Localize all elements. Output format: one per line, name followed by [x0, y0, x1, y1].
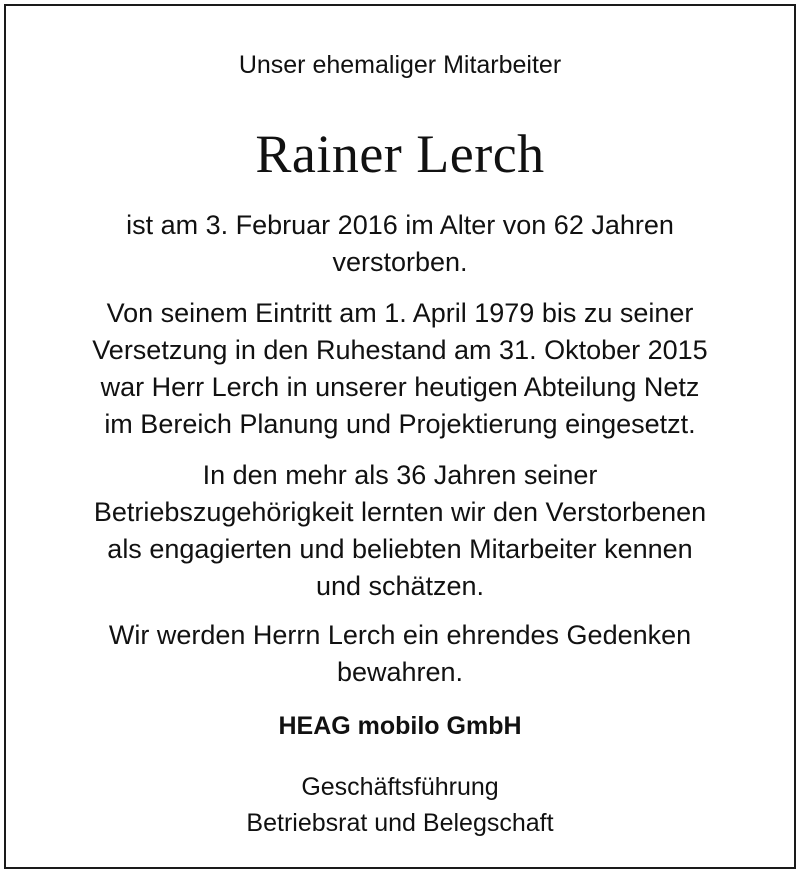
paragraph-line: und schätzen.: [315, 571, 485, 601]
paragraph-line: war Herr Lerch in unserer heutigen Abteilung Netz: [100, 372, 700, 402]
deceased-name: Rainer Lerch: [255, 124, 545, 184]
paragraph-line: Betriebszugehörigkeit lernten wir den Verstorbenen: [93, 497, 707, 527]
paragraph-line: verstorben.: [332, 247, 468, 277]
paragraph-line: im Bereich Planung und Projektierung eingesetzt.: [104, 409, 696, 439]
tribute-paragraph: [6, 457, 794, 605]
paragraph-line: Von seinem Eintritt am 1. April 1979 bis zu seiner: [106, 298, 694, 328]
paragraph-line: Wir werden Herrn Lerch ein ehrendes Gedenken: [108, 620, 692, 650]
signer-works-council: Betriebsrat und Belegschaft: [246, 809, 554, 837]
paragraph-line: Versetzung in den Ruhestand am 31. Oktober 2015: [92, 335, 708, 365]
intro-text: Unser ehemaliger Mitarbeiter: [238, 51, 562, 79]
company-name: HEAG mobilo GmbH: [278, 712, 522, 740]
paragraph-line: bewahren.: [336, 657, 464, 687]
obituary-notice-frame: [4, 4, 796, 869]
remembrance-paragraph: [6, 617, 794, 691]
paragraph-line: als engagierten und beliebten Mitarbeiter kennen: [107, 534, 693, 564]
paragraph-line: In den mehr als 36 Jahren seiner: [202, 460, 598, 490]
death-announcement-paragraph: [6, 207, 794, 281]
career-paragraph: [6, 295, 794, 443]
signer-management: Geschäftsführung: [301, 773, 499, 801]
paragraph-line: ist am 3. Februar 2016 im Alter von 62 Jahren: [126, 210, 674, 240]
signers-block: [6, 769, 794, 841]
